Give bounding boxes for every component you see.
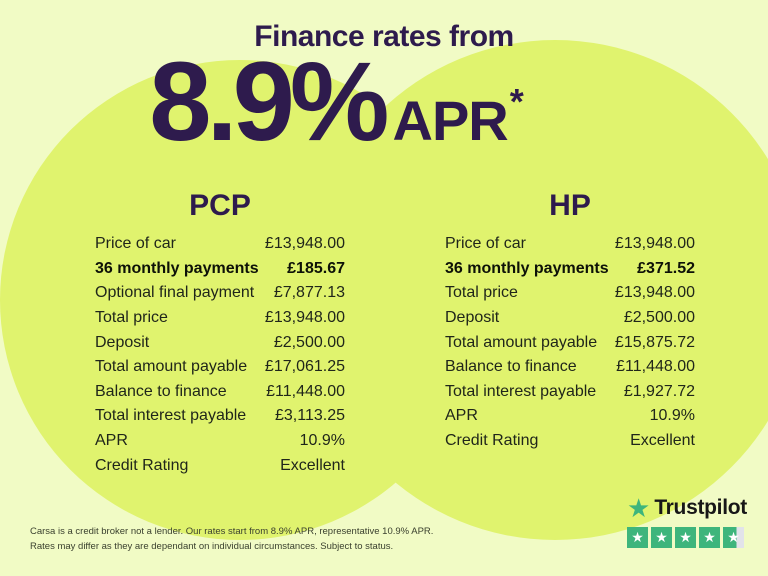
row-label: Balance to finance: [445, 358, 577, 376]
row-value: £15,875.72: [614, 333, 695, 351]
row-value: £185.67: [287, 259, 345, 277]
trustpilot-logo: [627, 495, 747, 521]
table-row: [95, 232, 345, 257]
star-box-icon: ★: [699, 527, 720, 548]
row-value: £2,500.00: [273, 333, 345, 351]
row-label: Price of car: [95, 235, 176, 253]
star-box-icon: ★: [675, 527, 696, 548]
row-value: £3,113.25: [275, 407, 345, 425]
hp-table: [445, 190, 695, 453]
trustpilot-star-icon: ★: [627, 493, 651, 523]
rate-unit: APR: [392, 89, 508, 152]
table-row: [445, 257, 695, 282]
table-row: [95, 257, 345, 282]
row-value: £17,061.25: [264, 358, 345, 376]
row-value: £13,948.00: [614, 235, 695, 253]
table-row: [95, 380, 345, 405]
table-row: [445, 281, 695, 306]
table-row: [445, 355, 695, 380]
trustpilot-badge: [627, 495, 747, 548]
table-row: [95, 330, 345, 355]
row-label: Optional final payment: [95, 284, 255, 302]
row-label: Balance to finance: [95, 382, 227, 400]
row-label: Credit Rating: [95, 456, 189, 474]
row-value: £11,448.00: [266, 382, 345, 400]
table-row: [95, 404, 345, 429]
row-label: Total price: [445, 284, 518, 302]
legal-disclaimer: [30, 525, 440, 554]
row-value: £13,948.00: [264, 235, 345, 253]
row-value: £7,877.13: [273, 284, 345, 302]
pcp-title: PCP: [189, 189, 251, 222]
row-label: APR: [95, 432, 128, 450]
row-value: 10.9%: [649, 407, 695, 425]
row-label: Total price: [95, 309, 168, 327]
row-value: £11,448.00: [616, 358, 695, 376]
row-value: Excellent: [630, 432, 695, 450]
row-value: £2,500.00: [623, 309, 695, 327]
star-box-icon: ★: [627, 527, 648, 548]
rate-value: 8.9%: [149, 39, 385, 164]
row-label: Total amount payable: [95, 358, 248, 376]
table-row: [445, 232, 695, 257]
hp-title: HP: [549, 189, 591, 222]
row-value: £1,927.72: [623, 382, 695, 400]
headline-rate: [0, 39, 673, 164]
trustpilot-rating-stars: [627, 527, 747, 548]
row-value: £13,948.00: [264, 309, 345, 327]
table-row: [95, 429, 345, 454]
trustpilot-brand-name: Trustpilot: [654, 496, 747, 519]
disclaimer-line-2: Rates may differ as they are dependant on individual circumstances. Subject to status.: [30, 540, 394, 552]
row-label: APR: [445, 407, 478, 425]
table-row: [95, 306, 345, 331]
table-row: [95, 281, 345, 306]
table-row: [445, 306, 695, 331]
table-row: [95, 453, 345, 478]
table-row: [445, 380, 695, 405]
banner-kicker: Finance rates from: [254, 20, 514, 53]
row-label: 36 monthly payments: [95, 259, 259, 277]
table-row: [445, 404, 695, 429]
row-label: Price of car: [445, 235, 526, 253]
row-value: £13,948.00: [614, 284, 695, 302]
table-row: [445, 330, 695, 355]
rate-asterisk: *: [509, 81, 524, 122]
row-label: Deposit: [95, 333, 150, 351]
table-row: [95, 355, 345, 380]
row-label: Credit Rating: [445, 432, 539, 450]
pcp-table: [95, 190, 345, 478]
table-row: [445, 429, 695, 454]
row-label: Deposit: [445, 309, 500, 327]
row-value: 10.9%: [299, 432, 345, 450]
disclaimer-line-1: Carsa is a credit broker not a lender. Our rates start from 8.9% APR, representative 10.9% APR.: [30, 526, 434, 537]
row-label: Total amount payable: [445, 333, 598, 351]
row-label: Total interest payable: [95, 407, 247, 425]
star-box-icon: ★: [651, 527, 672, 548]
row-label: Total interest payable: [445, 382, 597, 400]
row-value: £371.52: [637, 259, 695, 277]
row-value: Excellent: [280, 456, 345, 474]
row-label: 36 monthly payments: [445, 259, 609, 277]
star-box-partial-icon: ★: [723, 527, 744, 548]
